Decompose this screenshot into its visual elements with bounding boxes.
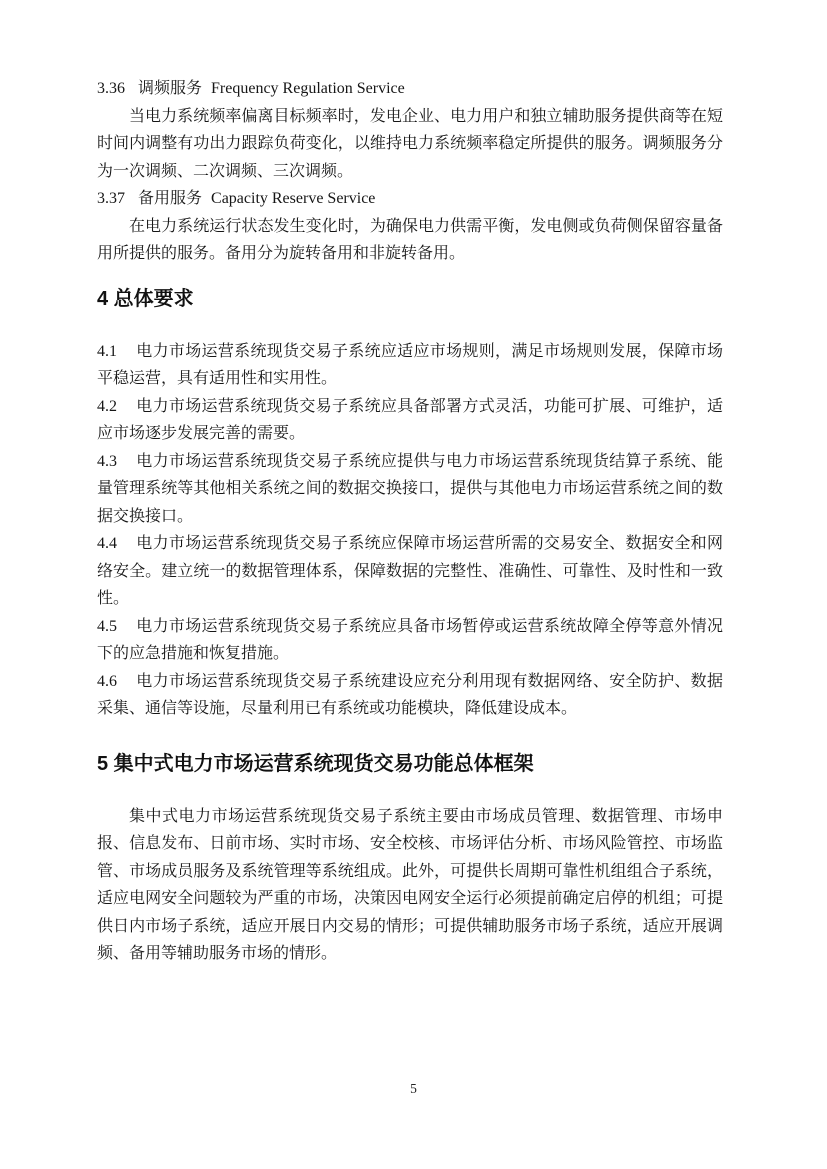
section-4-heading: 4 总体要求 [97, 287, 194, 310]
term-3-37-definition: 在电力系统运行状态发生变化时，为确保电力供需平衡，发电侧或负荷侧保留容量备用所提供的服务。备用分为旋转备用和非旋转备用。 [97, 217, 723, 262]
clause-4-4 [97, 530, 723, 613]
section-5-paragraph: 集中式电力市场运营系统现货交易子系统主要由市场成员管理、数据管理、市场申报、信息发布、日前市场、实时市场、安全校核、市场评估分析、市场风险管控、市场监管、市场成员服务及系统管理等系统组成。此外，可提供长周期可靠性机组组合子系统，适应电网安全问题较为严重的市场，决策因电网安全运行必须提前确定启停的机组；可提供日内市场子系统，适应开展日内交易的情形；可提供辅助服务市场子系统，适应开展调频、备用等辅助服务市场的情形。 [97, 807, 723, 962]
term-3-37-number: 3.37 [97, 190, 125, 207]
clause-4-3 [97, 448, 723, 531]
clause-4-5 [97, 613, 723, 668]
clause-4-3-number: 4.3 [97, 452, 117, 470]
clause-4-1-number: 4.1 [97, 342, 117, 360]
clause-4-4-number: 4.4 [97, 535, 117, 552]
term-3-36-number: 3.36 [97, 80, 125, 97]
clause-4-2-number: 4.2 [97, 397, 117, 415]
section-4-clauses [97, 338, 723, 723]
section-5-heading: 5 集中式电力市场运营系统现货交易功能总体框架 [97, 752, 534, 775]
clause-4-3-text: 电力市场运营系统现货交易子系统应提供与电力市场运营系统现货结算子系统、能量管理系统等其他相关系统之间的数据交换接口，提供与其他电力市场运营系统之间的数据交换接口。 [97, 452, 723, 525]
term-3-37-title-cn: 备用服务 [138, 190, 203, 207]
term-3-37-title-en: Capacity Reserve Service [211, 190, 376, 207]
term-3-36-title-cn: 调频服务 [138, 80, 203, 97]
clause-4-1 [97, 338, 723, 393]
term-3-36-title-en: Frequency Regulation Service [211, 80, 405, 97]
terms-section [97, 75, 723, 268]
clause-4-6-number: 4.6 [97, 672, 117, 690]
page-number: 5 [410, 1081, 417, 1096]
clause-4-1-text: 电力市场运营系统现货交易子系统应适应市场规则，满足市场规则发展，保障市场平稳运营，具有适用性和实用性。 [97, 342, 723, 387]
clause-4-4-text: 电力市场运营系统现货交易子系统应保障市场运营所需的交易安全、数据安全和网络安全。建立统一的数据管理体系，保障数据的完整性、准确性、可靠性、及时性和一致性。 [97, 535, 723, 607]
clause-4-5-number: 4.5 [97, 617, 117, 635]
clause-4-6-text: 电力市场运营系统现货交易子系统建设应充分利用现有数据网络、安全防护、数据采集、通信等设施，尽量利用已有系统或功能模块，降低建设成本。 [97, 672, 723, 717]
term-3-36-heading [97, 75, 723, 103]
clause-4-2 [97, 393, 723, 448]
clause-4-6 [97, 668, 723, 723]
clause-4-2-text: 电力市场运营系统现货交易子系统应具备部署方式灵活，功能可扩展、可维护，适应市场逐步发展完善的需要。 [97, 397, 723, 442]
term-3-37-heading [97, 185, 723, 213]
term-3-36-definition: 当电力系统频率偏离目标频率时，发电企业、电力用户和独立辅助服务提供商等在短时间内调整有功出力跟踪负荷变化，以维持电力系统频率稳定所提供的服务。调频服务分为一次调频、二次调频、三次调频。 [97, 107, 723, 180]
clause-4-5-text: 电力市场运营系统现货交易子系统应具备市场暂停或运营系统故障全停等意外情况下的应急措施和恢复措施。 [97, 617, 723, 662]
